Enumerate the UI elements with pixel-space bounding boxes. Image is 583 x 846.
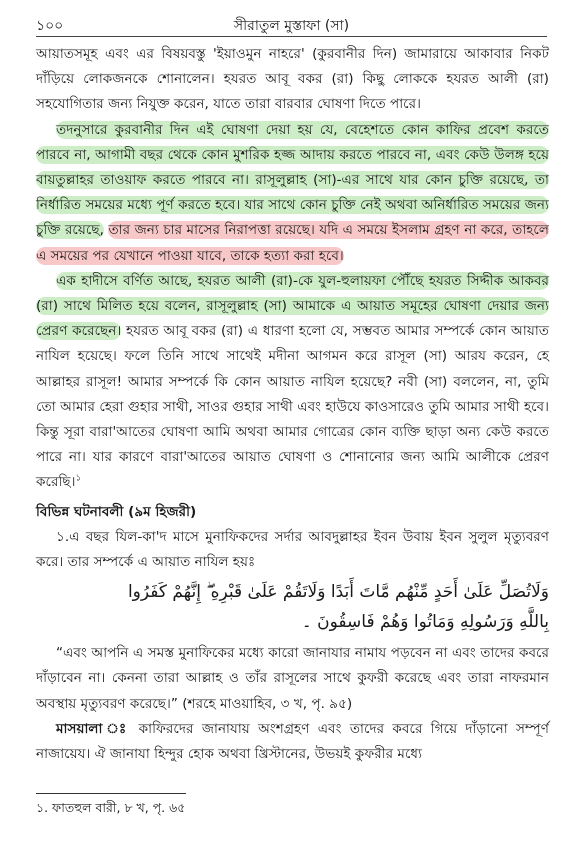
arabic-line-2: بِاللَّهِ وَرَسُولِهِ وَمَاتُوا وَهُمْ فَاسِقُونَ ۔ <box>301 612 549 633</box>
paragraph-3 <box>36 269 549 496</box>
paragraph-3-text: হযরত আবূ বকর (রা) এ ধারণা হলো যে, সম্ভবত আমার সম্পর্কে কোন আয়াত নাযিল হয়েছে। ফলে তিনি সাথে সাথেই মদীনা আগমন করে রাসূল (সা) আরয করেন, হে আল্লাহর রাসূল! আমার সম্পর্কে কি কোন আয়াত নাযিল হয়েছে? নবী (সা) বললেন, না, তুমি তো আমার হেরা গুহার সাথী, সাওর গুহার সাথী এবং হাউযে কাওসারেও তুমি আমার সাথী হবে। কিন্তু সূরা বারা'আতের ঘোষণা আমি অথবা আমার গোত্রের কোন ব্যক্তি ছাড়া অন্য কেউ করতে পারে না। যার কারণে বারা'আতের আয়াত ঘোষণা ও শোনানোর জন্য আমি আলীকে প্রেরণ করেছি। <box>36 323 549 491</box>
arabic-verse <box>36 577 549 637</box>
paragraph-6 <box>36 717 549 767</box>
masala-label: মাসয়ালা ঃ <box>56 720 131 737</box>
footnote-ref[interactable]: ১ <box>75 473 82 484</box>
green-highlight: তদনুসারে কুরবানীর দিন এই ঘোষণা দেয়া হয় যে, বেহেশতে কোন কাফির প্রবেশ করতে পারবে না, আগামী বছর থেকে কোন মুশরিক হজ্জ আদায় করতে পারবে না, এবং কেউ উলঙ্গ হয়ে বায়তুল্লাহর তাওয়াফ করতে পারবে না। রাসূলুল্লাহ (সা)-এর সাথে যার কোন চুক্তি রয়েছে, তা নির্ধারিত সময়ের মধ্যে পূর্ণ করতে হবে। যার সাথে কোন চুক্তি নেই অথবা অনির্ধারিত সময়ের জন্য চুক্তি রয়েছে, <box>36 121 549 239</box>
green-highlight-2: এক হাদীসে বর্ণিত আছে, হযরত আলী (রা)-কে যুল-হুলায়ফা পৌঁছে হযরত সিদ্দীক আকবর (রা) সাথে মিলিত হয়ে বলেন, রাসূলুল্লাহ (সা) আমাকে এ আয়াত সমূহের ঘোষণা দেয়ার জন্য প্রেরণ করেছেন। <box>36 272 549 340</box>
paragraph-2 <box>36 118 549 269</box>
footnote-divider <box>36 793 186 794</box>
page-number: ১০০ <box>36 18 64 34</box>
section-heading: বিভিন্ন ঘটনাবলী (৯ম হিজরী) <box>36 503 197 520</box>
arabic-line-1: وَلَاتُصَلِّ عَلَىٰ أَحَدٍ مِّنْهُم مَّاتَ أَبَدًا وَلَاتَقُمْ عَلَىٰ قَبْرِهِ ۖ إِنَّهُمْ كَفَرُوا <box>127 582 549 603</box>
paragraph-6-text: কাফিরদের জানাযায় অংশগ্রহণ এবং তাদের কবরে গিয়ে দাঁড়ানো সম্পূর্ণ নাজায়েয। ঐ জানাযা হিন্দুর হোক অথবা খ্রিস্টানের, উভয়ই কুফরীর মধ্যে <box>36 720 549 763</box>
paragraph-1: আয়াতসমূহ এবং এর বিষয়বস্তু 'ইয়াওমুন নাহরে' (কুরবানীর দিন) জামারায়ে আকাবার নিকট দাঁড়িয়ে লোকজনকে শোনালেন। হযরত আবূ বকর (রা) কিছু লোককে হযরত আলী (রা) সহযোগিতার জন্য নিযুক্ত করেন, যাতে তারা বারবার ঘোষণা দিতে পারে। <box>36 46 549 113</box>
page-header <box>36 10 547 37</box>
paragraph-5: “এবং আপনি এ সমস্ত মুনাফিকের মধ্যে কারো জানাযার নামায পড়বেন না এবং তাদের কবরে দাঁড়াবেন না। কেননা তারা আল্লাহ ও তাঁর রাসূলের সাথে কুফরী করেছে এবং তারা নাফরমান অবস্থায় মৃত্যুবরণ করেছে।” (শরহে মাওয়াহিব, ৩ খ, পৃ. ৯৫) <box>36 645 549 712</box>
footnote: ১. ফাতহুল বারী, ৮ খ, পৃ. ৬৫ <box>36 800 186 815</box>
running-title: সীরাতুল মুস্তাফা (সা) <box>233 18 350 34</box>
page-body <box>36 42 549 767</box>
paragraph-4: ১.এ বছর যিল-কা'দ মাসে মুনাফিকদের সর্দার আবদুল্লাহর ইবন উবায় ইবন সুলুল মৃত্যুবরণ করে। তার সম্পর্কে এ আয়াত নাযিল হয়ঃ <box>36 528 549 571</box>
red-highlight: তার জন্য চার মাসের নিরাপত্তা রয়েছে। যদি এ সময়ে ইসলাম গ্রহণ না করে, তাহলে এ সময়ের পর যেখানে পাওয়া যাবে, তাকে হত্যা করা হবে। <box>36 222 549 264</box>
